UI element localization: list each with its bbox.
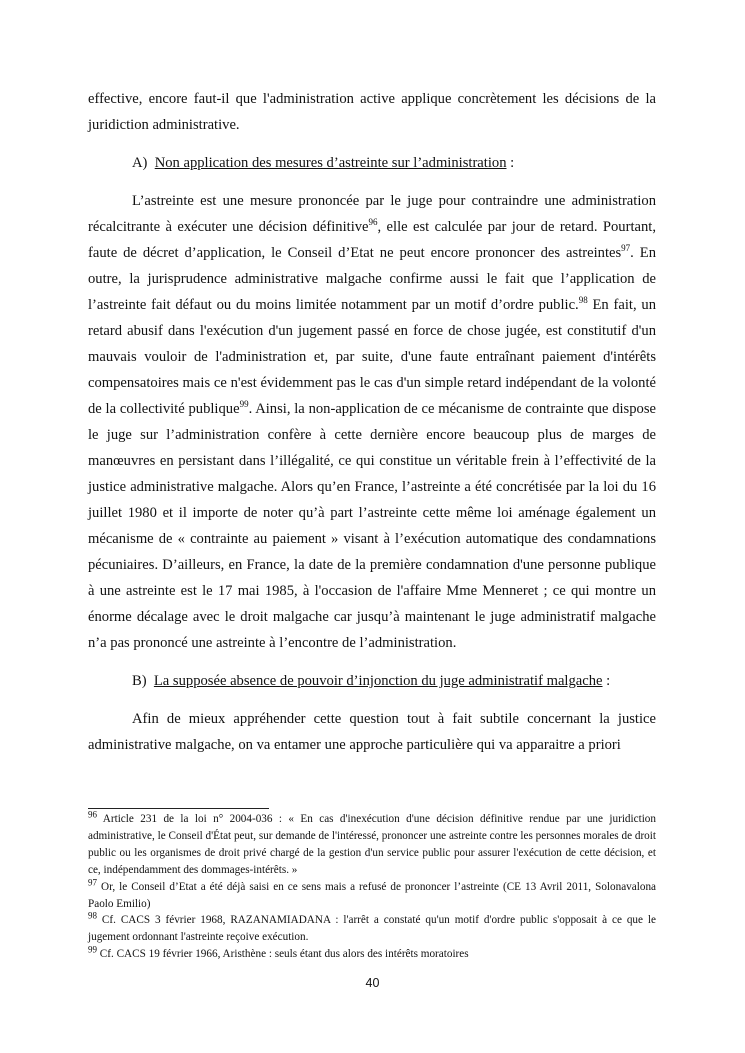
section-heading-a — [88, 150, 656, 176]
footnote-text: Cf. CACS 19 février 1966, Aristhène : seuls étant dus alors des intérêts moratoires — [97, 948, 469, 961]
footnote-ref-97[interactable]: 97 — [621, 243, 631, 254]
paragraph-a-text-4: En fait, un retard abusif dans l'exécution d'un jugement passé en force de chose jugée, est constitutif d'un mauvais vouloir de l'administration et, par suite, d'une faute entraînant paiement d'intérêts compensatoires mais ce n'est évidemment pas le cas d'un simple retard indépendant de la volonté de la collectivité publique — [88, 297, 656, 417]
footnote-text: Cf. CACS 3 février 1968, RAZANAMIADANA : l'arrêt a constaté qu'un motif d'ordre public s'opposait à ce que le jugement ordonnant l'astreinte reçoive exécution. — [88, 914, 656, 944]
footnote-96 — [88, 811, 656, 879]
section-heading-b — [88, 668, 656, 694]
paragraph-injonction: Afin de mieux appréhender cette question tout à fait subtile concernant la justice administrative malgache, on va entamer une approche particulière qui va apparaitre a priori — [88, 711, 656, 753]
heading-a-suffix: : — [506, 155, 515, 171]
heading-b-letter: B) — [132, 673, 147, 689]
paragraph-a-text-1: L’astreinte est une mesure prononcée par le juge pour contraindre une administration récalcitrante à exécuter une décision définitive — [88, 193, 656, 235]
footnotes — [88, 811, 656, 963]
heading-b-suffix: : — [602, 673, 611, 689]
heading-a-title: Non application des mesures d’astreinte sur l’administration — [154, 155, 507, 171]
page-body — [88, 86, 656, 758]
paragraph-a-text-3: . En outre, la jurisprudence administrative malgache confirme aussi le fait que l’application de l’astreinte fait défaut ou du moins limitée notamment par un motif d’ordre public. — [88, 245, 656, 313]
paragraph-a-text-5: . Ainsi, la non-application de ce mécanisme de contrainte que dispose le juge sur l’administration confère à cette dernière encore beaucoup plus de marges de manœuvres en persistant dans l’illégalité, ce qui constitue un véritable frein à l’effectivité de la justice administrative malgache. Alors qu’en France, l’astreinte a été concrétisée par la loi du 16 juillet 1980 et il importe de noter qu’à part l’astreinte cette même loi aménage également un mécanisme de « contrainte au paiement » visant à l’exécution automatique des condamnations pécuniaires. D’ailleurs, en France, la date de la première condamnation d'une personne publique à une astreinte est le 17 mai 1985, à l'occasion de l'affaire Mme Menneret ; ce qui montre un énorme décalage avec le droit malgache car jusqu’à maintenant le juge administratif malgache n’a pas prononcé une astreinte à l’encontre de l’administration. — [88, 401, 656, 651]
footnote-ref-99[interactable]: 99 — [239, 399, 249, 410]
footnote-99 — [88, 946, 656, 963]
footnote-98 — [88, 912, 656, 946]
footnote-ref-96[interactable]: 96 — [368, 217, 378, 228]
heading-a-letter: A) — [132, 155, 148, 171]
heading-b-title: La supposée absence de pouvoir d’injonction du juge administratif malgache — [153, 673, 603, 689]
intro-paragraph: effective, encore faut-il que l'administration active applique concrètement les décisions de la juridiction administrative. — [88, 91, 656, 133]
footnote-num: 97 — [88, 876, 97, 887]
footnote-num: 98 — [88, 910, 97, 921]
footnote-num: 96 — [88, 809, 97, 820]
page-number: 40 — [365, 976, 380, 990]
footnote-text: Or, le Conseil d’Etat a été déjà saisi en ce sens mais a refusé de prononcer l’astreinte (CE 13 Avril 2011, Solonavalona Paolo Emilio) — [88, 880, 656, 910]
paragraph-a-text-2: , elle est calculée par jour de retard. Pourtant, faute de décret d’application, le Conseil d’Etat ne peut encore prononcer des astreintes — [88, 219, 656, 261]
paragraph-astreinte — [88, 188, 656, 656]
footnote-97 — [88, 876, 656, 913]
footnote-separator — [88, 808, 269, 809]
footnote-text: Article 231 de la loi n° 2004-036 : « En cas d'inexécution d'une décision définitive rendue par une juridiction administrative, le Conseil d'État peut, sur demande de l'intéressé, prononcer une astreinte contre les personnes morales de droit public ou les organismes de droit privé chargé de la gestion d'un service public pour assurer l'exécution de cette décision, et ce, indépendamment des dommages-intérêts. » — [88, 813, 656, 876]
footnote-ref-98[interactable]: 98 — [578, 295, 588, 306]
footnote-num: 99 — [88, 944, 97, 955]
